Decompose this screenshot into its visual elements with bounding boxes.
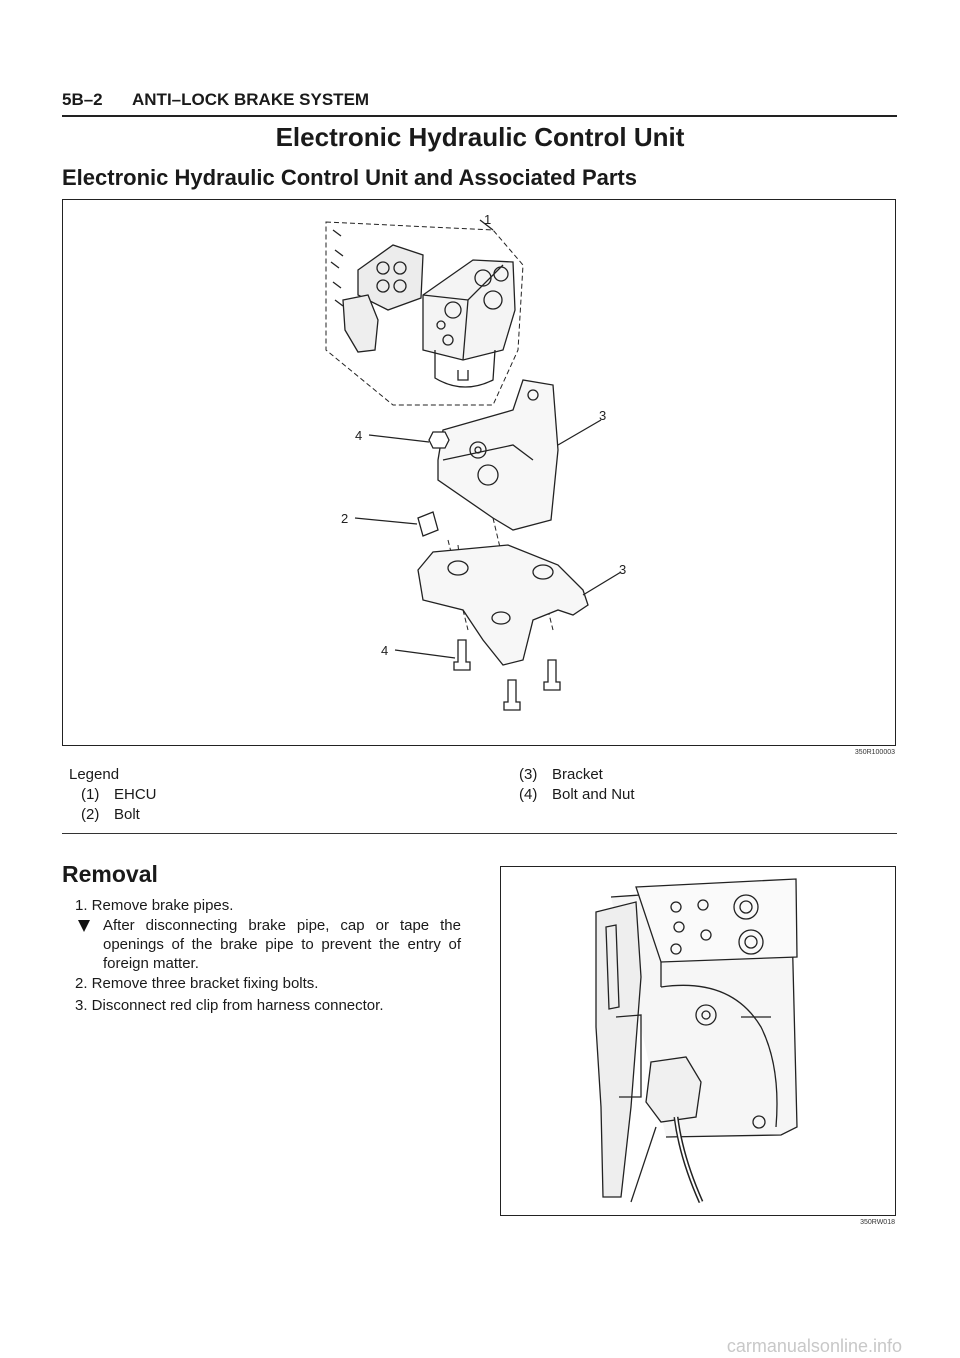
removal-step-3: 3. Disconnect red clip from harness connector. — [75, 997, 384, 1014]
legend-num-2: (2) — [81, 806, 100, 823]
section-divider — [62, 833, 897, 834]
legend-text-3: Bracket — [552, 766, 603, 783]
legend-heading: Legend — [69, 766, 120, 783]
legend-text-4: Bolt and Nut — [552, 786, 635, 803]
figure1-code: 350R100003 — [854, 749, 895, 756]
watermark: carmanualsonline.info — [726, 1336, 902, 1356]
figure2-code: 350RW018 — [860, 1219, 895, 1226]
triangle-down-icon — [77, 919, 102, 934]
callout-4-lower: 4 — [381, 643, 389, 658]
section-title: ANTI–LOCK BRAKE SYSTEM — [132, 90, 370, 109]
legend-num-3: (3) — [519, 766, 538, 783]
legend-text-1: EHCU — [114, 786, 157, 803]
page-number: 5B–2 — [62, 90, 103, 109]
figure-heading: Electronic Hydraulic Control Unit and Associated Parts — [62, 165, 637, 190]
removal-step-1: 1. Remove brake pipes. — [75, 897, 234, 914]
header-rule — [62, 115, 897, 117]
callout-1: 1 — [484, 212, 492, 227]
callout-3-upper: 3 — [599, 408, 607, 423]
removal-heading: Removal — [62, 861, 158, 887]
callout-3-lower: 3 — [619, 562, 627, 577]
legend-num-4: (4) — [519, 786, 538, 803]
callout-2: 2 — [341, 511, 349, 526]
legend-text-2: Bolt — [114, 806, 140, 823]
removal-step-2: 2. Remove three bracket fixing bolts. — [75, 975, 319, 992]
installed-ehcu-figure — [500, 866, 896, 1216]
installed-ehcu-drawing — [501, 867, 895, 1215]
exploded-diagram-figure — [62, 199, 896, 746]
page-title: Electronic Hydraulic Control Unit — [275, 122, 685, 152]
removal-note: After disconnecting brake pipe, cap or tape the openings of the brake pipe to prevent the entry of foreign matter. — [103, 917, 461, 972]
legend-num-1: (1) — [81, 786, 100, 803]
ehcu-exploded-drawing — [63, 200, 895, 745]
callout-4-upper: 4 — [355, 428, 363, 443]
